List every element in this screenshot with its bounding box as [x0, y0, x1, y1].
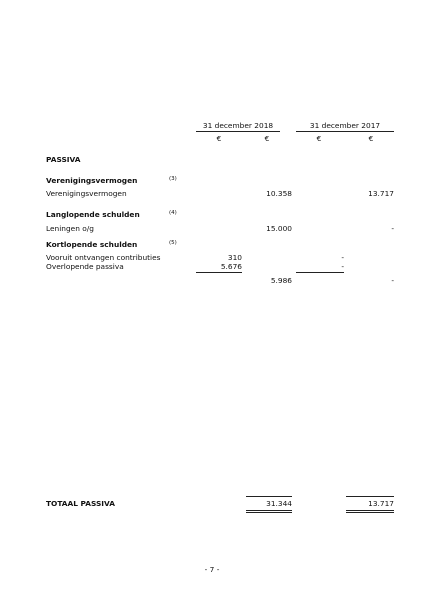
- short-term-title: Kortlopende schulden: [46, 240, 138, 249]
- short-term-total-2017: -: [391, 276, 394, 285]
- short-term-row-label: Overlopende passiva: [46, 262, 124, 271]
- currency-symbol-2017-detail: €: [316, 134, 322, 143]
- period-2017-header: 31 december 2017: [309, 121, 381, 130]
- currency-symbol-2018-detail: €: [216, 134, 222, 143]
- total-rule-top-2017: [346, 496, 394, 497]
- total-passiva-2018: 31.344: [266, 499, 292, 508]
- long-term-line-label: Leningen o/g: [46, 224, 94, 233]
- header-rule-2017: [296, 131, 394, 132]
- short-term-row-detail-2017: -: [341, 253, 344, 262]
- equity-total-2017: 13.717: [368, 189, 394, 198]
- long-term-total-2017: -: [391, 224, 394, 233]
- header-rule-2018: [196, 131, 280, 132]
- total-rule-top-2018: [246, 496, 292, 497]
- equity-total-2018: 10.358: [266, 189, 292, 198]
- short-term-total-2018: 5.986: [270, 276, 292, 285]
- total-rule-bottom-2017-b: [346, 512, 394, 513]
- page-number: - 7 -: [204, 565, 220, 574]
- section-title: PASSIVA: [46, 155, 81, 164]
- total-rule-bottom-2018-b: [246, 512, 292, 513]
- short-term-subtotal-rule-2017: [296, 272, 344, 273]
- long-term-title: Langlopende schulden: [46, 210, 140, 219]
- short-term-subtotal-rule-2018: [196, 272, 242, 273]
- currency-symbol-2018-total: €: [264, 134, 270, 143]
- short-term-row-detail-2018: 310: [227, 253, 242, 262]
- total-rule-bottom-2018-a: [246, 510, 292, 511]
- short-term-row-detail-2018: 5.676: [220, 262, 242, 271]
- short-term-note-ref: (5): [169, 240, 177, 246]
- short-term-row-label: Vooruit ontvangen contributies: [46, 253, 161, 262]
- period-2018-header: 31 december 2018: [202, 121, 274, 130]
- long-term-note-ref: (4): [169, 210, 177, 216]
- total-rule-bottom-2017-a: [346, 510, 394, 511]
- equity-line-label: Verenigingsvermogen: [46, 189, 127, 198]
- equity-title: Verenigingsvermogen: [46, 176, 138, 185]
- short-term-row-detail-2017: -: [341, 262, 344, 271]
- equity-note-ref: (3): [169, 176, 177, 182]
- total-passiva-label: TOTAAL PASSIVA: [46, 499, 115, 508]
- currency-symbol-2017-total: €: [368, 134, 374, 143]
- total-passiva-2017: 13.717: [368, 499, 394, 508]
- long-term-total-2018: 15.000: [266, 224, 292, 233]
